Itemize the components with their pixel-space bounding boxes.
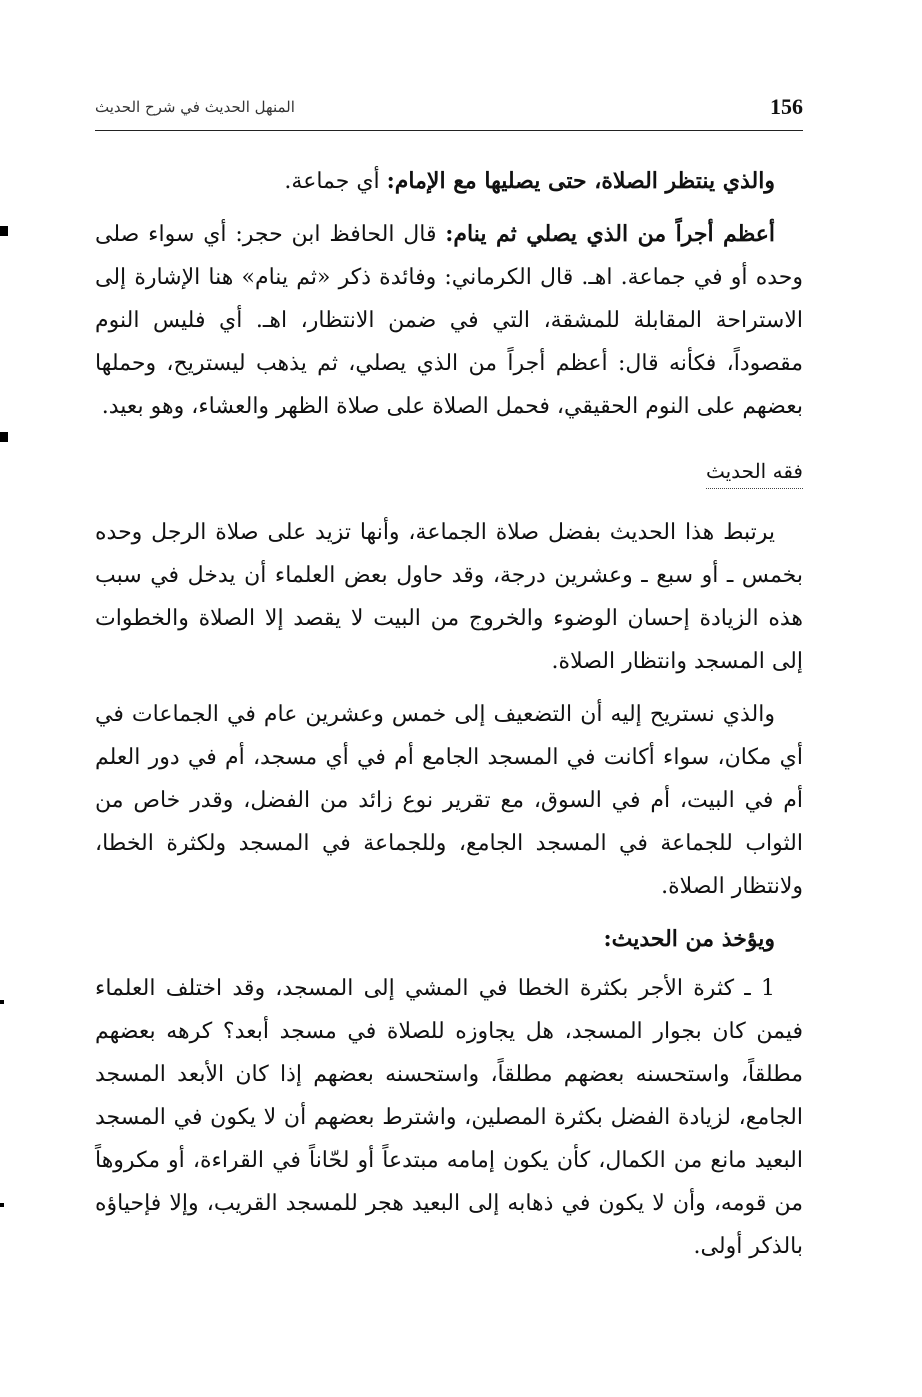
section-title-block xyxy=(95,438,803,511)
paragraph-1-lead: والذي ينتظر الصلاة، حتى يصليها مع الإمام: xyxy=(386,168,775,194)
margin-mark xyxy=(0,432,8,442)
page-number: 156 xyxy=(770,94,803,119)
margin-mark xyxy=(0,1203,4,1207)
margin-mark xyxy=(0,1000,4,1004)
paragraph-2-lead: أعظم أجراً من الذي يصلي ثم ينام: xyxy=(445,221,775,247)
paragraph-1-text: أي جماعة. xyxy=(284,169,387,194)
margin-mark xyxy=(0,226,8,236)
paragraph-4: والذي نستريح إليه أن التضعيف إلى خمس وعشرين عام في الجماعات في أي مكان، سواء أكانت في المسجد الجامع أم في أي مسجد، أم في دور العلم أم في البيت، أم في السوق، مع تقرير نوع زائد من الفضل، وقدر خاص من الثواب للجماعة في المسجد الجامع، وللجماعة في المسجد ولكثرة الخطا، ولانتظار الصلاة. xyxy=(95,702,803,899)
running-title: المنهل الحديث في شرح الحديث xyxy=(95,98,295,116)
body-text xyxy=(95,160,803,1278)
subheading: ويؤخذ من الحديث: xyxy=(603,926,775,952)
paragraph-2-text: قال الحافظ ابن حجر: أي سواء صلى وحده أو في جماعة. اهـ. قال الكرماني: وفائدة ذكر «ثم ينام» هنا الإشارة إلى الاستراحة المقابلة للمشقة، التي في ضمن الانتظار، اهـ. أي فليس النوم مقصوداً، فكأنه قال: أعظم أجراً من الذي يصلي، ثم يذهب ليستريح، وحملها بعضهم على النوم الحقيقي، فحمل الصلاة على صلاة الظهر والعشاء، وهو بعيد. xyxy=(95,222,804,419)
section-title: فقه الحديث xyxy=(706,456,803,489)
paragraph-5: 1 ـ كثرة الأجر بكثرة الخطا في المشي إلى المسجد، وقد اختلف العلماء فيمن كان بجوار المسجد، هل يجاوزه للصلاة في مسجد أبعد؟ كرهه بعضهم مطلقاً، واستحسنه بعضهم مطلقاً، واستحسنه بعضهم إذا كان الأبعد المسجد الجامع، لزيادة الفضل بكثرة المصلين، واشترط بعضهم أن لا يكون في المسجد البعيد مانع من الكمال، كأن يكون إمامه مبتدعاً أو لحّاناً في القراءة، أو مكروهاً من قومه، وأن لا يكون في ذهابه إلى البعيد هجر للمسجد القريب، وإلا فإحياؤه بالذكر أولى. xyxy=(95,976,803,1259)
paragraph-1 xyxy=(95,160,803,203)
paragraph-3: يرتبط هذا الحديث بفضل صلاة الجماعة، وأنها تزيد على صلاة الرجل وحده بخمس ـ أو سبع ـ وعشرين درجة، وقد حاول بعض العلماء أن يدخل في سبب هذه الزيادة إحسان الوضوء والخروج من البيت لا يقصد إلا الصلاة والخطوات إلى المسجد وانتظار الصلاة. xyxy=(95,520,803,674)
paragraph-2 xyxy=(95,213,803,428)
page-header xyxy=(95,90,803,131)
